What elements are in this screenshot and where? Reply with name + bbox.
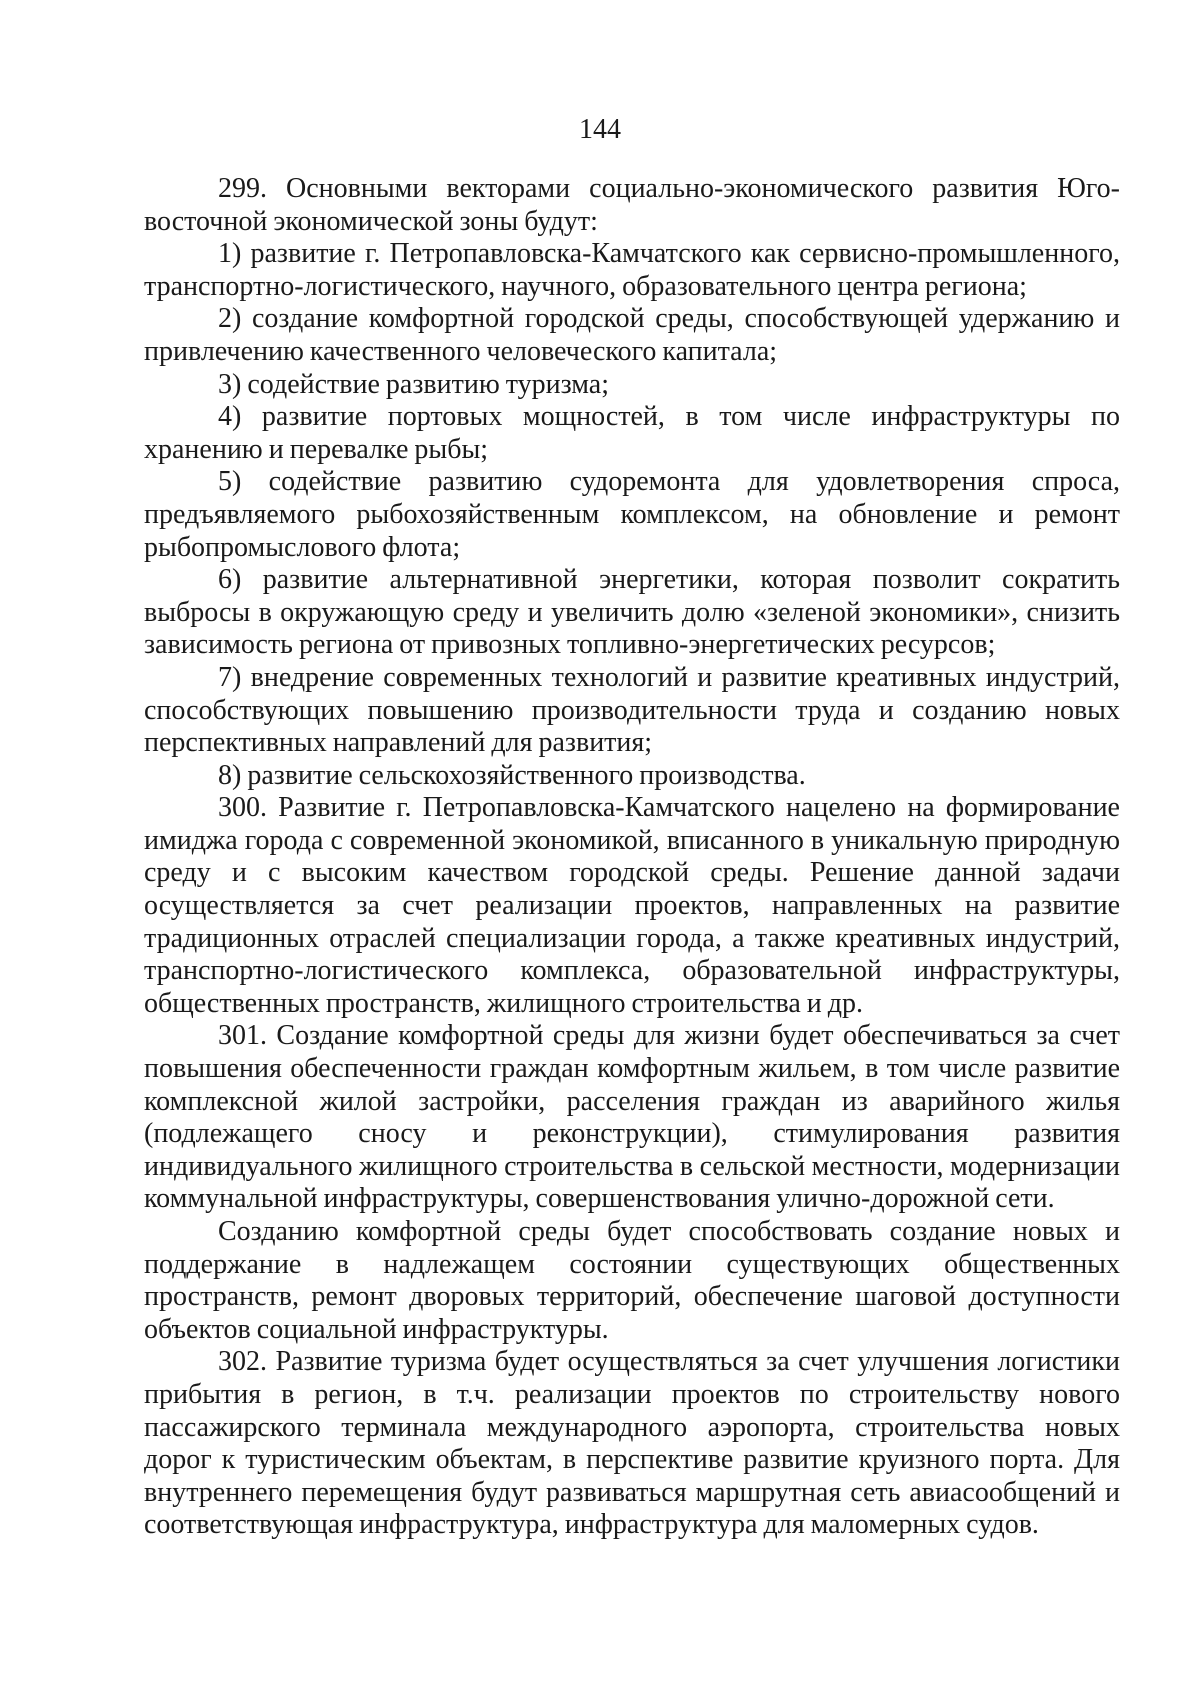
- list-item-7: 7) внедрение современных технологий и развитие креативных индустрий, способствующих повышению производительности труда и созданию новых перспективных направлений для развития;: [144, 661, 1120, 759]
- list-item-3: 3) содействие развитию туризма;: [218, 368, 609, 400]
- list-item-2: 2) создание комфортной городской среды, способствующей удержанию и привлечению качественного человеческого капитала;: [144, 303, 1120, 367]
- list-item-6: 6) развитие альтернативной энергетики, которая позволит сократить выбросы в окружающую среду и увеличить долю «зеленой экономики», снизить зависимость региона от привозных топливно-энергетических ресурсов;: [144, 564, 1120, 661]
- paragraph-301-continued: Созданию комфортной среды будет способствовать создание новых и поддержание в надлежащем состоянии существующих общественных пространств, ремонт дворовых территорий, обеспечение шаговой доступности объектов социальной инфраструктуры.: [144, 1216, 1120, 1345]
- paragraph-300: 300. Развитие г. Петропавловска-Камчатского нацелено на формирование имиджа города с современной экономикой, вписанного в уникальную природную среду и с высоким качеством городской среды. Решение данной задачи осуществляется за счет реализации проектов, направленных на развитие традиционных отраслей специализации города, а также креативных индустрий, транспортно-логистического комплекса, образовательной инфраструктуры, общественных пространств, жилищного строительства и др.: [144, 792, 1120, 1019]
- list-item-4: 4) развитие портовых мощностей, в том числе инфраструктуры по хранению и перевалке рыбы;: [144, 401, 1120, 465]
- list-item-8: 8) развитие сельскохозяйственного производства.: [218, 759, 806, 791]
- paragraph-301: 301. Создание комфортной среды для жизни будет обеспечиваться за счет повышения обеспеченности граждан комфортным жильем, в том числе развитие комплексной жилой застройки, расселения граждан из аварийного жилья (подлежащего сносу и реконструкции), стимулирования развития индивидуального жилищного строительства в сельской местности, модернизации коммунальной инфраструктуры, совершенствования улично-дорожной сети.: [144, 1020, 1120, 1215]
- paragraph-302: 302. Развитие туризма будет осуществляться за счет улучшения логистики прибытия в регион, в т.ч. реализации проектов по строительству нового пассажирского терминала международного аэропорта, строительства новых дорог к туристическим объектам, в перспективе развитие круизного порта. Для внутреннего перемещения будут развиваться маршрутная сеть авиасообщений и соответствующая инфраструктура, инфраструктура для маломерных судов.: [144, 1346, 1120, 1541]
- paragraph-299-intro: 299. Основными векторами социально-экономического развития Юго-восточной экономической зоны будут:: [144, 173, 1120, 237]
- document-body: [144, 173, 1120, 1542]
- list-item-5: 5) содействие развитию судоремонта для удовлетворения спроса, предъявляемого рыбохозяйственным комплексом, на обновление и ремонт рыбопромыслового флота;: [144, 466, 1120, 563]
- page-number: 144: [579, 114, 621, 145]
- list-item-1: 1) развитие г. Петропавловска-Камчатского как сервисно-промышленного, транспортно-логистического, научного, образовательного центра региона;: [144, 238, 1120, 302]
